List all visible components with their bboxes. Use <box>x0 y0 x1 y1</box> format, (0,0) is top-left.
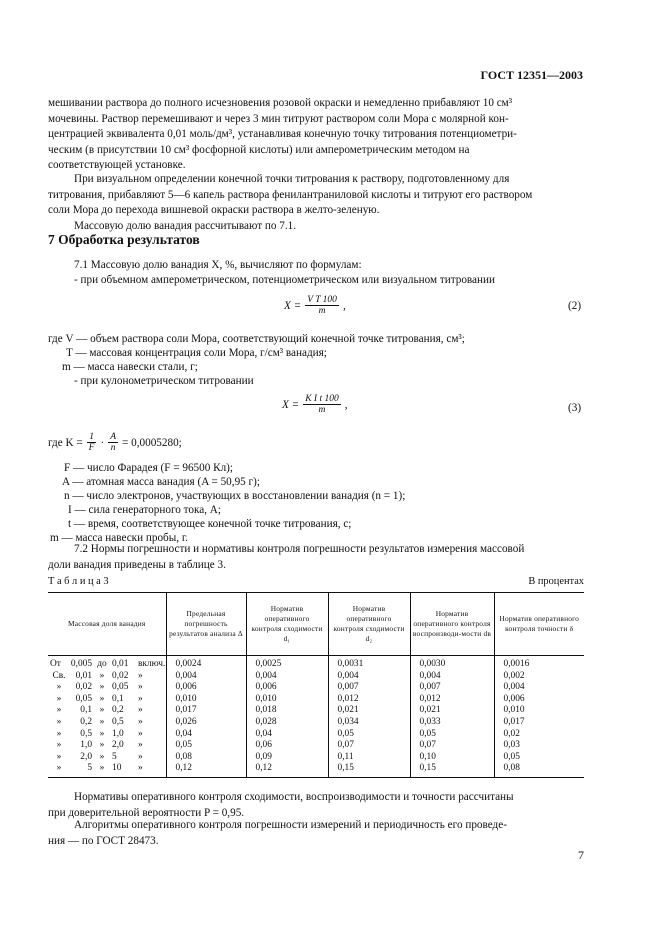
range-part: » <box>99 728 105 739</box>
paragraph-top: мешивании раствора до полного исчезновения розовой окраски и немедленно прибавляют 10 см³ мочевины. Раствор перемешивают и через 3 мин титруют раствором соли Мора с молярной кон- центрацией эквивалента 0,01 моль/дм³, устанавливая конечную точку титрования потенциометри- ческим (в присутствии 10 см³ фосфорной кислоты) или амперометрическим методом на соответствующей установке. <box>48 97 517 172</box>
section-heading: 7 Обработка результатов <box>48 232 200 247</box>
value-cell: 0,04 <box>166 729 246 741</box>
range-part: » <box>56 763 62 774</box>
range-part: » <box>99 716 105 727</box>
col-header: Массовая доля ванадия <box>48 593 166 656</box>
range-part: 1,0 <box>80 740 92 751</box>
value-cell: 0,0024 <box>166 656 246 671</box>
range-part: » <box>138 763 143 774</box>
value-cell: 0,05 <box>166 740 246 752</box>
value-cell: 0,09 <box>246 752 328 764</box>
table-body <box>48 656 584 778</box>
range-part: 2,0 <box>80 751 92 762</box>
range-part: » <box>56 751 62 762</box>
col-header: Норматив оперативного контроля точности δ <box>494 593 584 656</box>
range-part: » <box>99 693 105 704</box>
value-cell: 0,0030 <box>410 656 494 671</box>
page-number: 7 <box>578 848 584 862</box>
range-part: » <box>138 716 143 727</box>
range-part: » <box>138 751 143 762</box>
range-part: » <box>56 705 62 716</box>
range-part: Св. <box>52 670 66 681</box>
s71-intro: 7.1 Массовую долю ванадия X, %, вычисляют по формулам: <box>74 259 362 271</box>
value-cell: 0,12 <box>246 763 328 777</box>
range-part: 0,5 <box>112 716 124 727</box>
range-part: » <box>56 716 62 727</box>
table-row <box>48 671 584 683</box>
range-part: 0,1 <box>112 693 124 704</box>
range-part: 5 <box>112 751 117 762</box>
range-part: » <box>99 705 105 716</box>
value-cell: 0,08 <box>166 752 246 764</box>
value-cell: 0,006 <box>166 682 246 694</box>
value-cell: 0,08 <box>494 763 584 777</box>
range-part: » <box>138 740 143 751</box>
range-part: » <box>56 682 62 693</box>
col-header: Норматив оперативного контроля воспроизводи-мости dв <box>410 593 494 656</box>
table-row <box>48 729 584 741</box>
value-cell: 0,010 <box>494 705 584 717</box>
value-cell: 0,07 <box>410 740 494 752</box>
range-part: 0,005 <box>70 659 92 669</box>
range-part: 0,02 <box>112 670 129 681</box>
col-header: Норматив оперативного контроля сходимости d₁ <box>246 593 328 656</box>
value-cell: 0,07 <box>328 740 410 752</box>
value-cell: 0,010 <box>246 694 328 706</box>
paragraph-mass: Массовую долю ванадия рассчитывают по 7.1. <box>74 220 297 232</box>
paragraph-visual: При визуальном определении конечной точки титрования к раствору, подготовленному для титрования, прибавляют 5—6 капель раствора фенилантраниловой кислоты и титруют его раствором соли Мора до перехода вишневой окраски раствора в желто-зеленую. <box>48 173 533 217</box>
value-cell: 0,0016 <box>494 656 584 671</box>
range-part: 0,01 <box>75 670 92 681</box>
range-part: 0,02 <box>75 682 92 693</box>
value-cell: 0,026 <box>166 717 246 729</box>
range-cell <box>48 656 166 671</box>
value-cell: 0,0025 <box>246 656 328 671</box>
table-row <box>48 656 584 671</box>
range-part: включ. <box>138 659 166 669</box>
range-part: 0,05 <box>75 693 92 704</box>
range-part: » <box>56 728 62 739</box>
range-part: » <box>99 682 105 693</box>
definitions-1: где V — объем раствора соли Мора, соответствующий конечной точке титрования, см³; T — массовая концентрация соли Мора, г/см³ ванадия; m — масса навески стали, г; - при кулонометрическом титровании <box>48 333 465 388</box>
col-header: Норматив оперативного контроля сходимости d₂ <box>328 593 410 656</box>
range-part: » <box>56 740 62 751</box>
value-cell: 0,006 <box>246 682 328 694</box>
range-part: » <box>99 740 105 751</box>
formula-k: где K = $\frac{1}{F}$ · $\frac{A}{n}$ = 0,0005280; <box>48 432 182 453</box>
definitions-2: F — число Фарадея (F = 96500 Кл); A — атомная масса ванадия (A = 50,95 г); n — число электронов, участвующих в восстановлении ванадия (n = 1); I — сила генераторного тока, А; t — время, соответствующее конечной точке титрования, с; m — масса навески пробы, г. <box>50 462 406 545</box>
table-row <box>48 752 584 764</box>
value-cell: 0,021 <box>410 705 494 717</box>
value-cell: 0,12 <box>166 763 246 777</box>
value-cell: 0,012 <box>328 694 410 706</box>
value-cell: 0,007 <box>328 682 410 694</box>
range-part: 0,01 <box>112 659 129 669</box>
value-cell: 0,15 <box>410 763 494 777</box>
paragraph-algorithms: Алгоритмы оперативного контроля погрешности измерений и периодичность его проведе- ния — по ГОСТ 28473. <box>48 819 507 847</box>
range-part: » <box>138 682 143 693</box>
range-part: 2,0 <box>112 740 124 751</box>
value-cell: 0,010 <box>166 694 246 706</box>
range-part: » <box>99 670 105 681</box>
range-part: 5 <box>87 763 92 774</box>
value-cell: 0,034 <box>328 717 410 729</box>
value-cell: 0,06 <box>246 740 328 752</box>
value-cell: 0,04 <box>246 729 328 741</box>
value-cell: 0,03 <box>494 740 584 752</box>
equation-number-2: (2) <box>568 300 582 312</box>
table-row <box>48 694 584 706</box>
value-cell: 0,02 <box>494 729 584 741</box>
range-part: 10 <box>112 763 122 774</box>
table-row <box>48 717 584 729</box>
value-cell: 0,017 <box>166 705 246 717</box>
range-part: От <box>50 659 61 669</box>
col-header: Предельная погрешность результатов анализа Δ <box>166 593 246 656</box>
s72-paragraph: 7.2 Нормы погрешности и нормативы контроля погрешности результатов измерения массовой доли ванадия приведены в таблице 3. <box>48 543 525 571</box>
range-cell <box>48 729 166 741</box>
value-cell: 0,018 <box>246 705 328 717</box>
range-part: » <box>56 693 62 704</box>
table-units: В процентах <box>528 576 584 587</box>
value-cell: 0,002 <box>494 671 584 683</box>
s71-bullet1: - при объемном амперометрическом, потенциометрическом или визуальном титровании <box>74 274 495 286</box>
range-part: » <box>99 751 105 762</box>
range-cell <box>48 694 166 706</box>
table-row <box>48 740 584 752</box>
range-cell <box>48 717 166 729</box>
value-cell: 0,017 <box>494 717 584 729</box>
table-row <box>48 682 584 694</box>
range-part: 0,1 <box>80 705 92 716</box>
value-cell: 0,05 <box>410 729 494 741</box>
value-cell: 0,05 <box>328 729 410 741</box>
range-part: » <box>138 728 143 739</box>
value-cell: 0,033 <box>410 717 494 729</box>
range-cell <box>48 752 166 764</box>
table-caption: Т а б л и ц а 3 <box>48 576 109 587</box>
range-part: » <box>99 763 105 774</box>
range-cell <box>48 740 166 752</box>
range-part: 0,2 <box>80 716 92 727</box>
range-cell <box>48 671 166 683</box>
table-header-row <box>48 593 584 656</box>
range-part: 0,2 <box>112 705 124 716</box>
range-part: 0,05 <box>112 682 129 693</box>
range-part: 1,0 <box>112 728 124 739</box>
value-cell: 0,004 <box>166 671 246 683</box>
value-cell: 0,05 <box>494 752 584 764</box>
table-3 <box>48 592 584 778</box>
value-cell: 0,004 <box>246 671 328 683</box>
value-cell: 0,006 <box>494 694 584 706</box>
value-cell: 0,004 <box>494 682 584 694</box>
range-cell <box>48 705 166 717</box>
formula-3: X = $\frac{\text{K I t 100}}{m}$ , <box>282 394 348 415</box>
range-cell <box>48 682 166 694</box>
value-cell: 0,004 <box>328 671 410 683</box>
value-cell: 0,007 <box>410 682 494 694</box>
value-cell: 0,028 <box>246 717 328 729</box>
value-cell: 0,012 <box>410 694 494 706</box>
value-cell: 0,021 <box>328 705 410 717</box>
range-part: » <box>138 693 143 704</box>
paragraph-norms: Нормативы оперативного контроля сходимости, воспроизводимости и точности рассчитаны при доверительной вероятности P = 0,95. <box>48 791 514 819</box>
range-part: » <box>138 705 143 716</box>
value-cell: 0,004 <box>410 671 494 683</box>
range-part: 0,5 <box>80 728 92 739</box>
range-part: » <box>138 670 143 681</box>
range-part: до <box>97 659 107 669</box>
table-row <box>48 763 584 777</box>
value-cell: 0,0031 <box>328 656 410 671</box>
range-cell <box>48 763 166 777</box>
formula-2: X = $\frac{\text{V T 100}}{m}$ , <box>284 295 346 316</box>
equation-number-3: (3) <box>568 402 582 414</box>
document-code: ГОСТ 12351—2003 <box>480 68 583 82</box>
value-cell: 0,15 <box>328 763 410 777</box>
value-cell: 0,10 <box>410 752 494 764</box>
value-cell: 0,11 <box>328 752 410 764</box>
table-row <box>48 705 584 717</box>
